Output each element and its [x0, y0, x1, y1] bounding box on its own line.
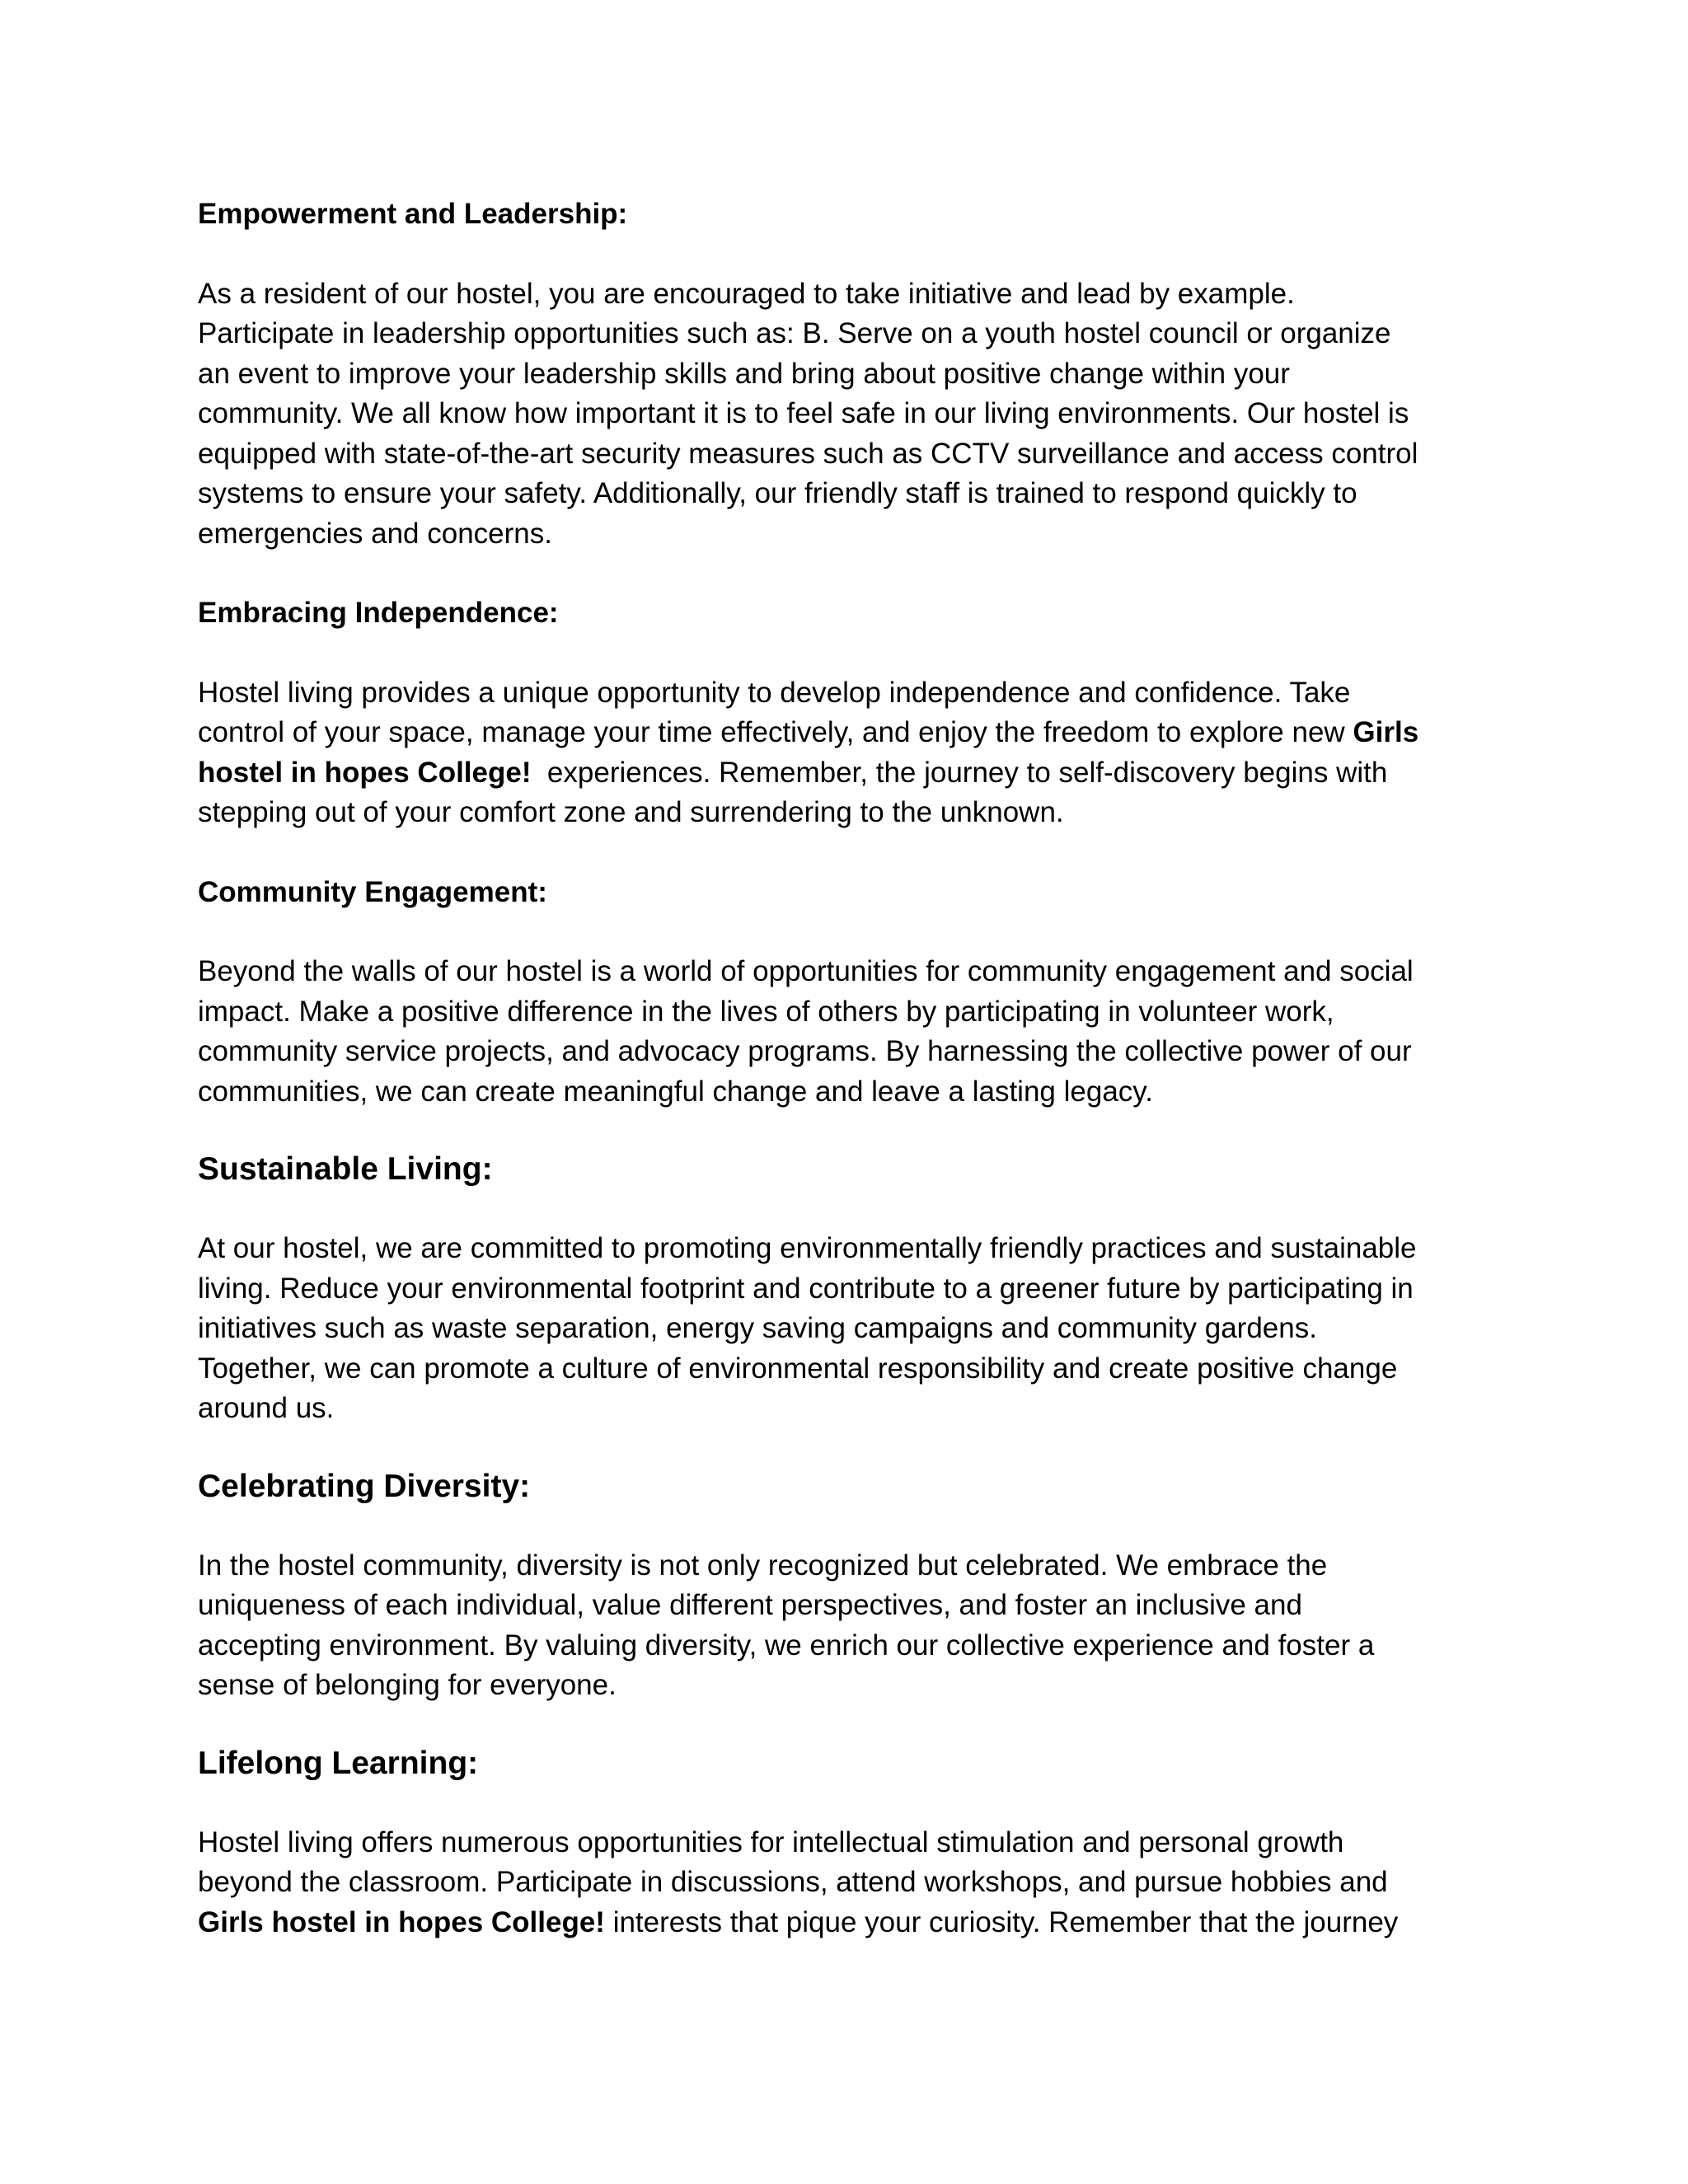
- body-line: community. We all know how important it is to feel safe in our living environments. Our hostel is: [198, 397, 1409, 429]
- body-line: communities, we can create meaningful change and leave a lasting legacy.: [198, 1075, 1153, 1108]
- body-line: In the hostel community, diversity is not only recognized but celebrated. We embrace the: [198, 1549, 1328, 1582]
- body-line: [198, 1903, 1492, 1943]
- body-line: community service projects, and advocacy programs. By harnessing the collective power of our: [198, 1035, 1412, 1067]
- bold-inline-text: Girls hostel in hopes College!: [198, 1905, 605, 1938]
- body-line: living. Reduce your environmental footprint and contribute to a greener future by participating in: [198, 1272, 1414, 1305]
- section-body-learning: [198, 1823, 1492, 1943]
- body-line: impact. Make a positive difference in the lives of others by participating in volunteer work,: [198, 995, 1334, 1028]
- body-line: around us.: [198, 1392, 335, 1424]
- section-body-sustainable: [198, 1229, 1492, 1429]
- document-page: [198, 194, 1492, 1982]
- bold-inline-text: hostel in hopes College!: [198, 756, 532, 789]
- body-line: As a resident of our hostel, you are encouraged to take initiative and lead by example.: [198, 277, 1295, 310]
- body-line: beyond the classroom. Participate in discussions, attend workshops, and pursue hobbies and: [198, 1866, 1388, 1898]
- section-body-independence: [198, 673, 1492, 833]
- section-body-empowerment: [198, 274, 1492, 555]
- section-body-diversity: [198, 1546, 1492, 1706]
- section-heading-learning: Lifelong Learning:: [198, 1745, 479, 1781]
- body-line: [198, 753, 1492, 794]
- section-body-community: [198, 952, 1492, 1112]
- body-text: experiences. Remember, the journey to self-discovery begins with: [531, 756, 1388, 789]
- section-heading-sustainable: Sustainable Living:: [198, 1151, 493, 1187]
- body-line: accepting environment. By valuing diversity, we enrich our collective experience and foster a: [198, 1629, 1375, 1661]
- body-line: Beyond the walls of our hostel is a world of opportunities for community engagement and social: [198, 955, 1414, 987]
- body-text: control of your space, manage your time effectively, and enjoy the freedom to explore new: [198, 716, 1353, 748]
- body-text: interests that pique your curiosity. Remember that the journey: [604, 1905, 1399, 1938]
- bold-inline-text: Girls: [1353, 716, 1419, 748]
- body-line: uniqueness of each individual, value different perspectives, and foster an inclusive and: [198, 1589, 1302, 1621]
- body-line: Hostel living provides a unique opportunity to develop independence and confidence. Take: [198, 676, 1351, 709]
- body-line: an event to improve your leadership skills and bring about positive change within your: [198, 357, 1290, 390]
- body-line: At our hostel, we are committed to promoting environmentally friendly practices and sustainable: [198, 1232, 1417, 1264]
- section-heading-community: Community Engagement:: [198, 875, 547, 908]
- body-line: initiatives such as waste separation, energy saving campaigns and community gardens.: [198, 1312, 1317, 1344]
- body-line: stepping out of your comfort zone and surrendering to the unknown.: [198, 796, 1064, 828]
- body-line: systems to ensure your safety. Additionally, our friendly staff is trained to respond quickly to: [198, 477, 1357, 509]
- body-line: Together, we can promote a culture of environmental responsibility and create positive change: [198, 1352, 1398, 1385]
- section-heading-independence: Embracing Independence:: [198, 597, 559, 629]
- body-line: Participate in leadership opportunities such as: B. Serve on a youth hostel council or organize: [198, 317, 1391, 349]
- body-line: [198, 713, 1492, 753]
- section-heading-diversity: Celebrating Diversity:: [198, 1468, 531, 1504]
- body-line: Hostel living offers numerous opportunities for intellectual stimulation and personal growth: [198, 1825, 1344, 1858]
- body-line: sense of belonging for everyone.: [198, 1669, 617, 1701]
- body-line: emergencies and concerns.: [198, 517, 552, 550]
- body-line: equipped with state-of-the-art security measures such as CCTV surveillance and access control: [198, 437, 1418, 470]
- section-heading-empowerment: Empowerment and Leadership:: [198, 198, 628, 230]
